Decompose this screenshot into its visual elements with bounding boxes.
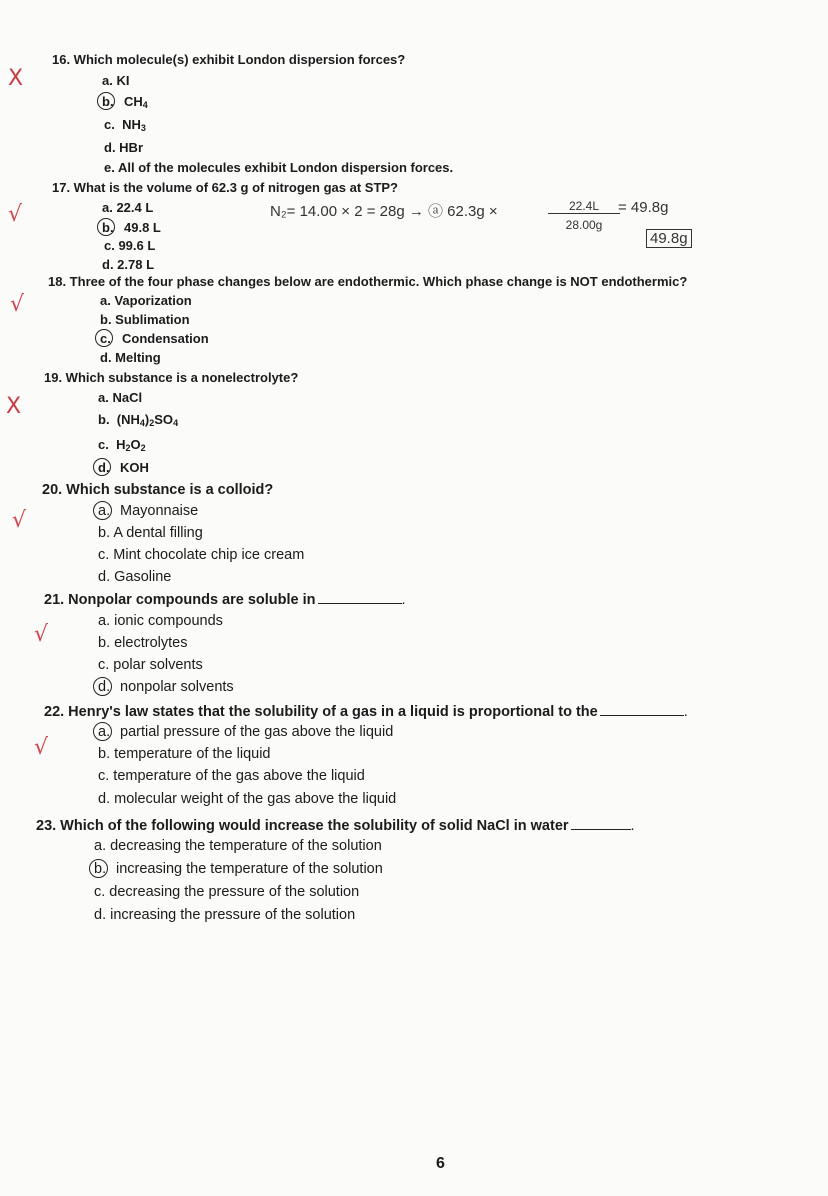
option-16d: d. HBr bbox=[104, 140, 143, 155]
question-23: 23. Which of the following would increase the solubility of solid NaCl in water . bbox=[36, 818, 635, 834]
correct-mark-21: √ bbox=[34, 622, 49, 647]
circled-answer-21: d. bbox=[98, 679, 120, 695]
option-21d: d. nonpolar solvents bbox=[98, 679, 234, 695]
option-19b: b. $(NH_4)_2SO_4$ bbox=[98, 412, 179, 428]
correct-mark-22: √ bbox=[34, 735, 49, 760]
circled-answer-18: c. bbox=[100, 331, 122, 346]
fraction-denominator: 28.00g bbox=[565, 218, 603, 232]
incorrect-mark-16: X bbox=[8, 66, 24, 91]
option-20c: c. Mint chocolate chip ice cream bbox=[98, 547, 305, 563]
option-22d: d. molecular weight of the gas above the liquid bbox=[98, 791, 397, 807]
circled-answer-17: b. bbox=[102, 220, 124, 235]
option-23c: c. decreasing the pressure of the solution bbox=[94, 884, 360, 900]
question-18: 18. Three of the four phase changes below are endothermic. Which phase change is NOT endothermic? bbox=[48, 274, 688, 289]
option-21a: a. ionic compounds bbox=[98, 613, 223, 629]
option-17c: c. 99.6 L bbox=[104, 238, 156, 253]
option-17d: d. 2.78 L bbox=[102, 257, 155, 272]
option-20b: b. A dental filling bbox=[98, 525, 203, 541]
answer-blank-22 bbox=[600, 703, 684, 716]
boxed-answer: 49.8g bbox=[646, 229, 692, 248]
option-21c: c. polar solvents bbox=[98, 657, 203, 673]
option-19c: c. $H_2O_2$ bbox=[98, 437, 146, 453]
question-17: 17. What is the volume of 62.3 g of nitrogen gas at STP? bbox=[52, 180, 398, 195]
circled-answer-16: b. bbox=[102, 94, 124, 109]
circled-answer-19: d. bbox=[98, 460, 120, 475]
option-18a: a. Vaporization bbox=[100, 293, 192, 308]
option-19d: d. KOH bbox=[98, 460, 149, 475]
correct-mark-20: √ bbox=[12, 508, 27, 533]
option-23a: a. decreasing the temperature of the solution bbox=[94, 838, 382, 854]
option-20d: d. Gasoline bbox=[98, 569, 172, 585]
question-19: 19. Which substance is a nonelectrolyte? bbox=[44, 370, 299, 385]
option-23b: b. increasing the temperature of the solution bbox=[94, 861, 383, 877]
option-16e: e. All of the molecules exhibit London dispersion forces. bbox=[104, 160, 454, 175]
option-16a: a. KI bbox=[102, 73, 130, 88]
option-19a: a. NaCl bbox=[98, 390, 143, 405]
option-22c: c. temperature of the gas above the liquid bbox=[98, 768, 365, 784]
option-16b: b. $CH_4$ bbox=[102, 94, 148, 110]
option-17b: b. 49.8 L bbox=[102, 220, 161, 235]
correct-mark-17: √ bbox=[8, 202, 23, 227]
circled-answer-23: b. bbox=[94, 861, 116, 877]
option-16c: c. $NH_3$ bbox=[104, 117, 146, 133]
incorrect-mark-19: X bbox=[6, 394, 22, 419]
option-18c: c. Condensation bbox=[100, 331, 209, 346]
fraction-numerator: 22.4L bbox=[548, 199, 620, 214]
option-18d: d. Melting bbox=[100, 350, 161, 365]
question-20: 20. Which substance is a colloid? bbox=[42, 482, 274, 498]
question-16: 16. Which molecule(s) exhibit London dispersion forces? bbox=[52, 52, 406, 67]
page-number: 6 bbox=[436, 1155, 445, 1172]
option-22b: b. temperature of the liquid bbox=[98, 746, 271, 762]
option-23d: d. increasing the pressure of the solution bbox=[94, 907, 356, 923]
option-22a: a. partial pressure of the gas above the liquid bbox=[98, 724, 394, 740]
question-21: 21. Nonpolar compounds are soluble in . bbox=[44, 592, 406, 608]
question-22: 22. Henry's law states that the solubility of a gas in a liquid is proportional to the . bbox=[44, 704, 688, 720]
answer-blank-21 bbox=[318, 591, 402, 604]
calculation-result: = 49.8g bbox=[618, 199, 669, 216]
answer-blank-23 bbox=[571, 817, 631, 830]
circled-answer-20: a. bbox=[98, 503, 120, 519]
option-18b: b. Sublimation bbox=[100, 312, 190, 327]
circled-answer-22: a. bbox=[98, 724, 120, 740]
option-21b: b. electrolytes bbox=[98, 635, 188, 651]
correct-mark-18: √ bbox=[10, 292, 25, 317]
option-17a: a. 22.4 L bbox=[102, 200, 154, 215]
handwritten-calculation: N₂= 14.00 × 2 = 28g → ⓐ 62.3g × bbox=[270, 203, 498, 220]
option-20a: a. Mayonnaise bbox=[98, 503, 199, 519]
